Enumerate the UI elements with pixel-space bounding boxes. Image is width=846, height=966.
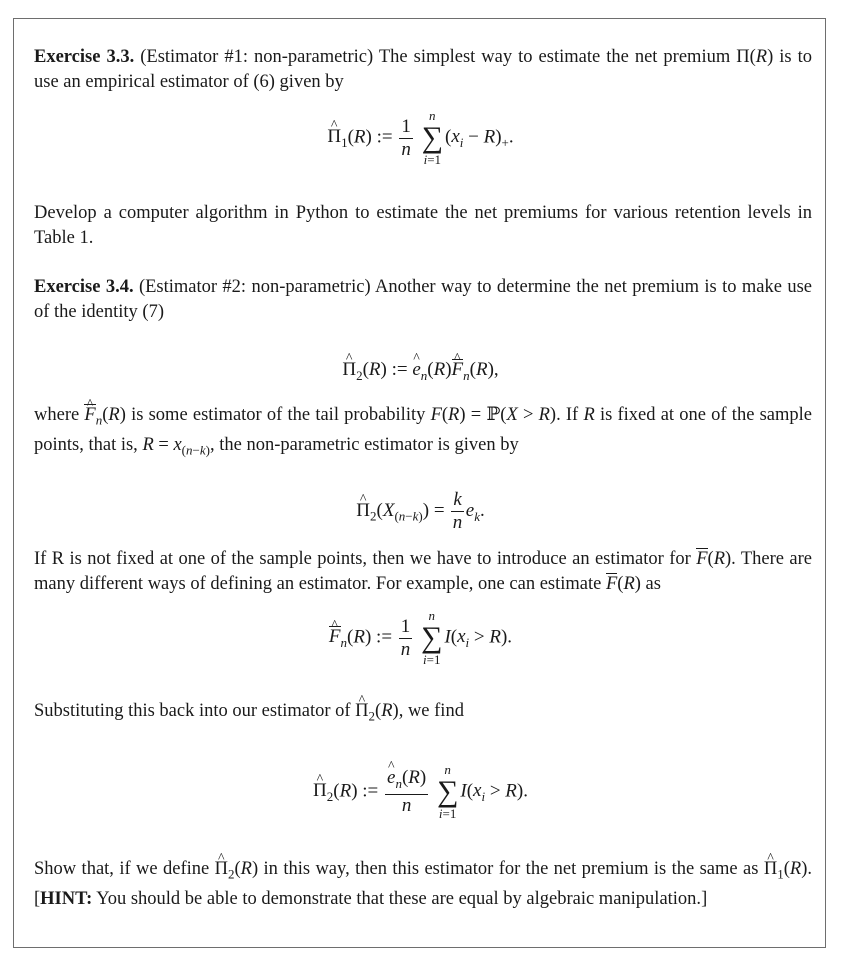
- exercise-box: [13, 18, 826, 948]
- hint-label: HINT:: [40, 888, 93, 909]
- ex34-p3: If R is not fixed at one of the sample points, then we have to introduce an estimator for F(R). There are many different ways of defining an estimator. For example, one can estimate F(R) as: [34, 549, 812, 594]
- ex34-p4: Substituting this back into our estimator of ^ $\Pi_2(R)$, we find: [34, 699, 812, 729]
- ex34-p5: Show that, if we define ^ $\Pi_2(R)$ in this way, then this estimator for the net premium is the same as ^ $\Pi_1(R)$. [HINT: You should be able to demonstrate that these are equal by algebraic manipulation.]: [34, 857, 812, 912]
- ex34-p2: where ^ $F_n(R)$ is some estimator of the tail probability F(R) = ℙ(X > R). If R is fixed at one of the sample points, that is, $R = x_{(n-k)}$, the non-parametric estimator is given by: [34, 403, 812, 462]
- ex33-heading: Exercise 3.3.: [34, 47, 135, 67]
- ex33-intro: Exercise 3.3. (Estimator #1: non-parametric) The simplest way to estimate the net premium Π(R) is to use an empirical estimator of (6) given by: [34, 47, 812, 92]
- ex34-equation-4: ^ $\Pi_2(R)$ := ^ $\frac{e_n(R)}{n}$ n ∑ i=1 $I(x_i > R)$.: [14, 763, 827, 821]
- ex34-heading: Exercise 3.4.: [34, 277, 134, 297]
- ex33-after: Develop a computer algorithm in Python to estimate the net premiums for various retention levels in Table 1.: [34, 203, 812, 248]
- ex34-equation-1: ^ $\Pi_2(R)$ := ^ $e_n(R)\^{}$ $F_n(R)$,: [14, 357, 827, 388]
- ex34-intro: Exercise 3.4. (Estimator #2: non-parametric) Another way to determine the net premium is to make use of the identity (7): [34, 277, 812, 322]
- ex34-equation-2: ^ $\Pi_2(X_{(n-k)})$ = $\frac{k}{n}$ $e_k$.: [14, 489, 827, 534]
- hint-text: You should be able to demonstrate that these are equal by algebraic manipulation.: [96, 888, 702, 909]
- ex34-equation-3: ^ $F_n(R)$ := $\frac{1}{n}$ n ∑ i=1 $I(x_i > R)$.: [14, 609, 827, 667]
- ex33-equation: ^ $\Pi_1(R)$ := $\frac{1}{n}$ n ∑ i=1 $(x_i - R)_+$.: [14, 109, 827, 167]
